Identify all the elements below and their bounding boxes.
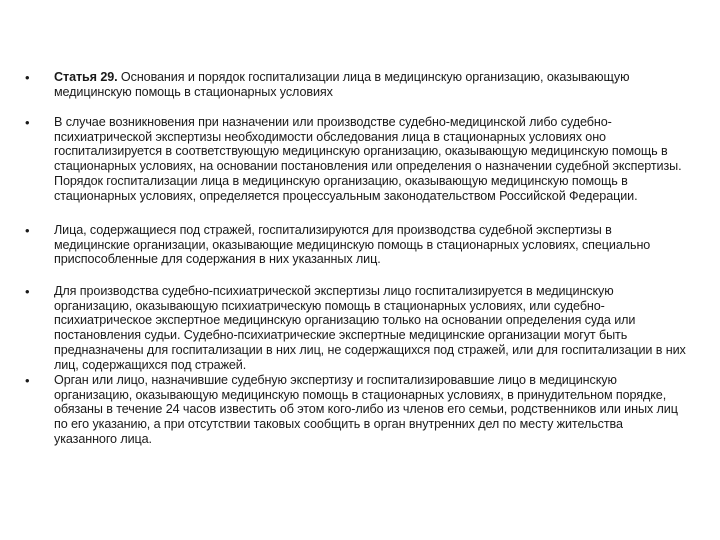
paragraph-text: Орган или лицо, назначившие судебную экспертизу и госпитализировавшие лицо в медицинскую организацию, оказывающую медицинскую помощь в стационарных условиях, в принудительном порядке, обязаны в течение 24 часов известить об этом кого-либо из членов его семьи, родственников или иных лиц по его указанию, а при отсутствии таковых сообщить в орган внутренних дел по месту жительства указанного лица. <box>54 373 678 446</box>
paragraph-text <box>54 70 686 99</box>
paragraph-text: В случае возникновения при назначении или производстве судебно-медицинской либо судебно-психиатрической экспертизы необходимости обследования лица в стационарных условиях оно госпитализируется в соответствующую медицинскую организацию, оказывающую медицинскую помощь в стационарных условиях, на основании постановления или определения о назначении судебной экспертизы. Порядок госпитализации лица в медицинскую организацию, оказывающую медицинскую помощь в стационарных условиях, определяется процессуальным законодательством Российской Федерации. <box>54 115 682 203</box>
bullet-icon: • <box>25 373 30 388</box>
article-title: Основания и порядок госпитализации лица в медицинскую организацию, оказывающую медицинскую помощь в стационарных условиях <box>54 70 630 99</box>
bullet-icon: • <box>25 284 30 299</box>
bullet-icon: • <box>25 223 30 238</box>
paragraph-text: Лица, содержащиеся под стражей, госпитализируются для производства судебной экспертизы в медицинские организации, оказывающие медицинскую помощь в стационарных условиях, специально приспособленные для содержания в них указанных лиц. <box>54 223 651 267</box>
bullet-icon: • <box>25 115 30 130</box>
article-heading: Статья 29. <box>54 70 118 84</box>
bullet-icon: • <box>25 70 30 85</box>
paragraph-text: Для производства судебно-психиатрической экспертизы лицо госпитализируется в медицинскую организацию, оказывающую психиатрическую помощь в стационарных условиях, или судебно-психиатрическое экспертное медицинскую организацию только на основании определения суда или постановления судьи. Судебно-психиатрические экспертные медицинские организации могут быть предназначены для госпитализации в них лиц, не содержащихся под стражей, или для госпитализации в них лиц, содержащихся под стражей. <box>54 284 686 372</box>
